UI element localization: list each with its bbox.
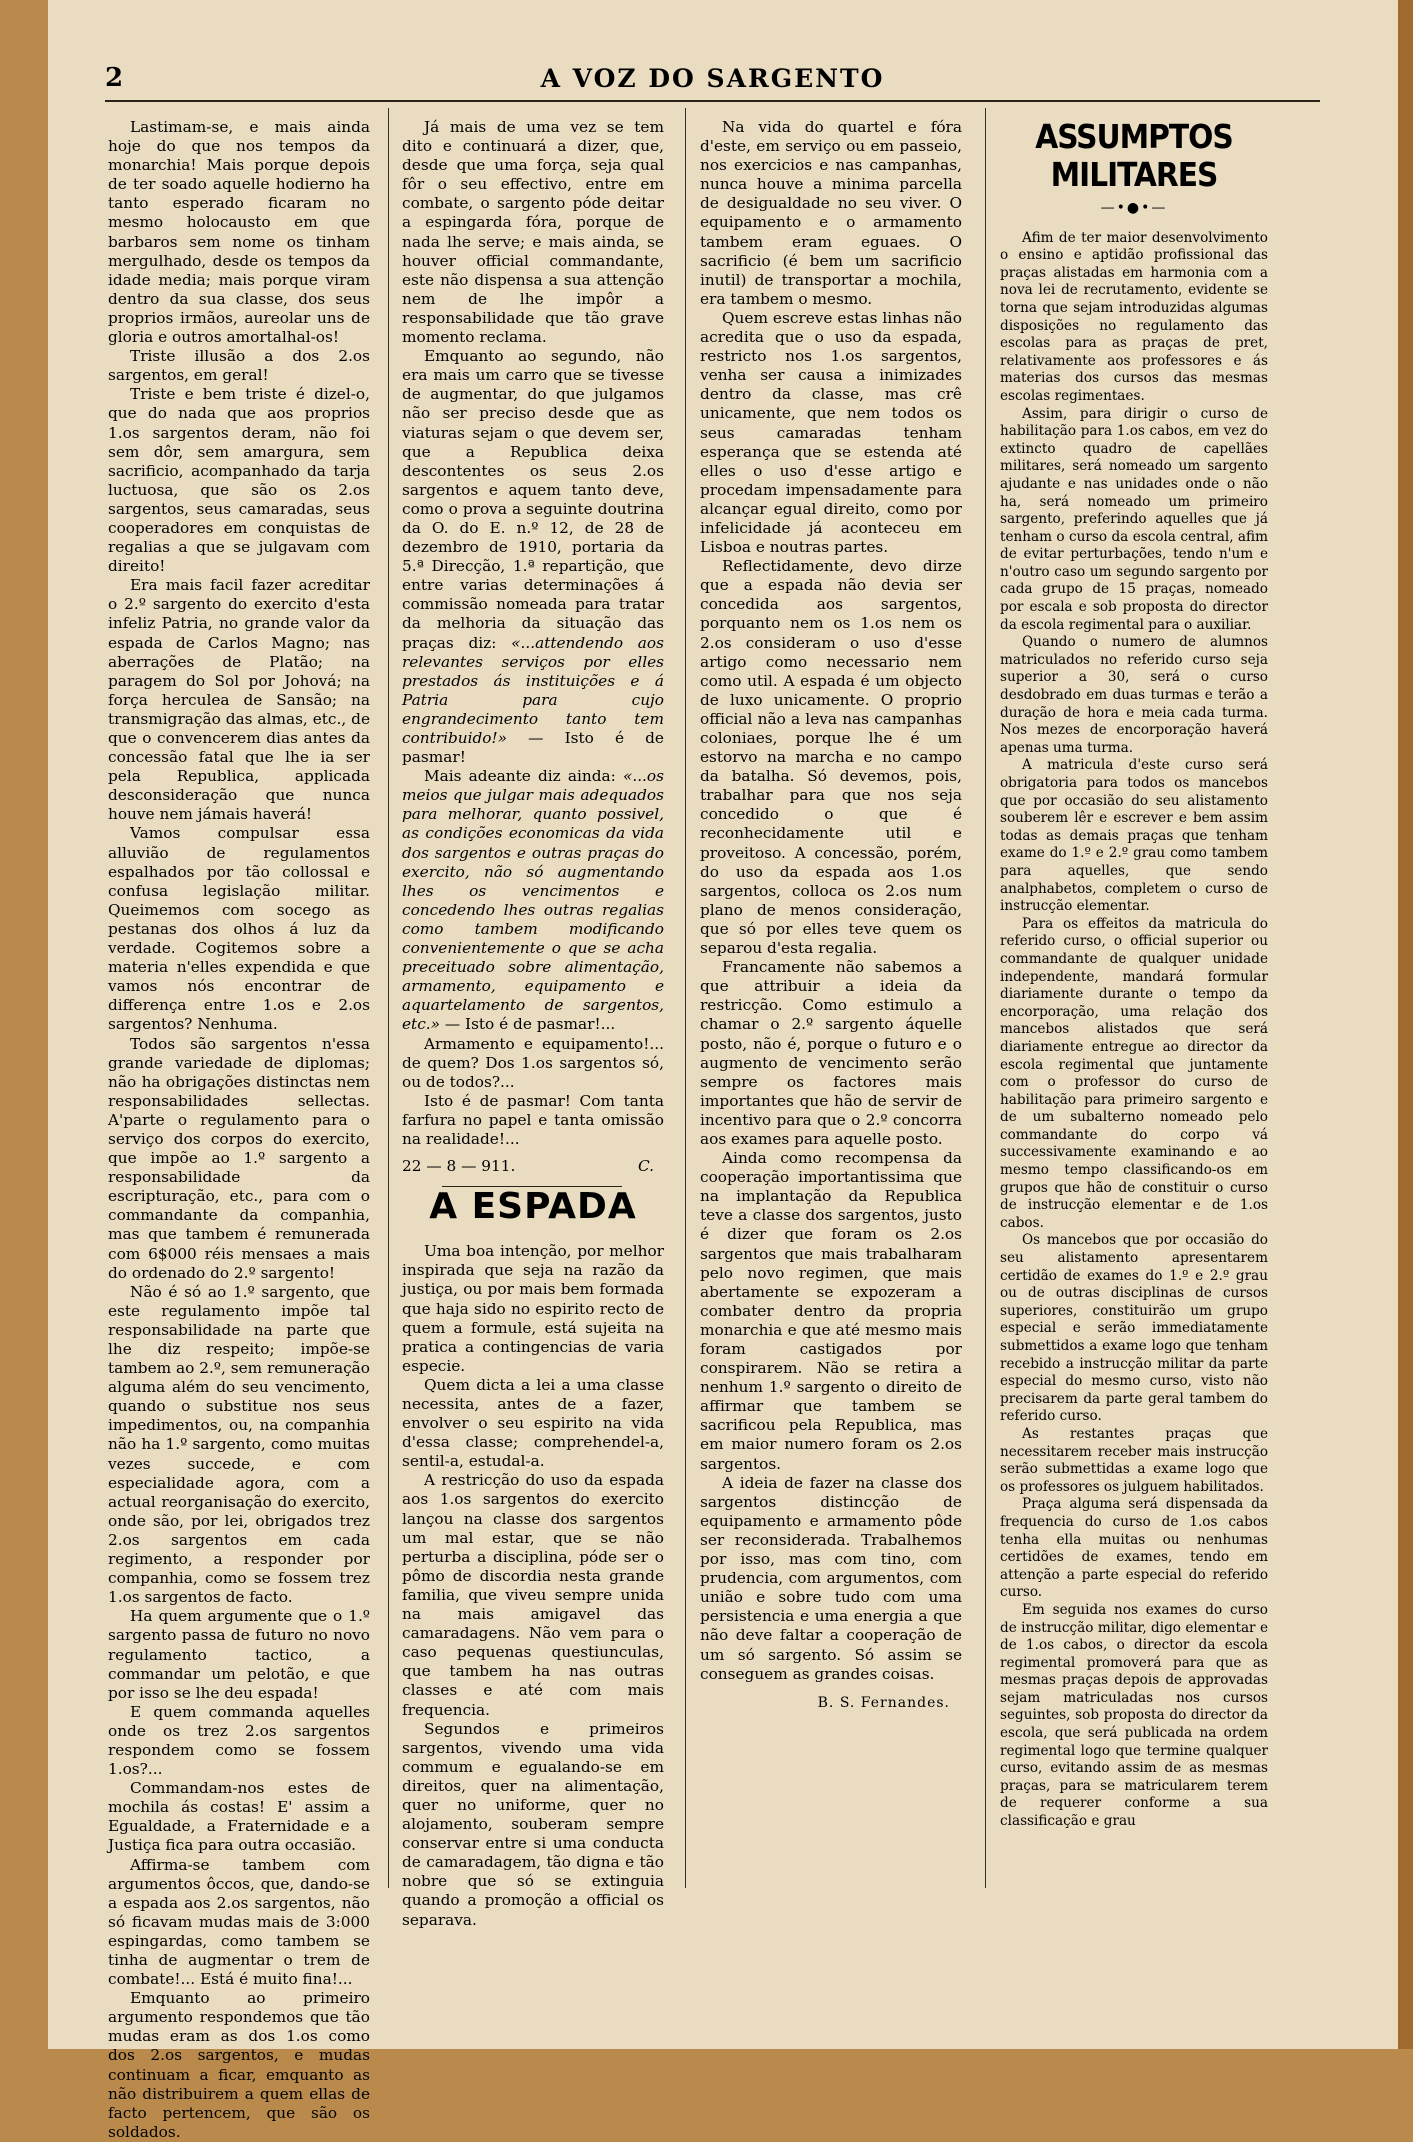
- paragraph: As restantes praças que necessitarem receber mais instrucção serão submettidas a exame logo que os professores os julguem habilitados.: [1000, 1425, 1268, 1495]
- column-separator: [685, 108, 686, 1888]
- page-edge: [1398, 0, 1413, 2049]
- paragraph: [402, 767, 664, 1034]
- paragraph: Os mancebos que por occasião do seu alistamento apresentarem certidão de exames do 1.º e 2.º grau ou de outras disciplinas de cursos superiores, constituirão um grupo especial e serão immediatamente submettidos a exame logo que tenham recebido a instrucção militar da parte especial do mesmo curso, visto não precisarem da parte geral tambem do referido curso.: [1000, 1232, 1268, 1425]
- paragraph: Commandam-nos estes de mochila ás costas! E' assim a Egualdade, a Fraternidade e a Justiça fica para outra occasião.: [108, 1779, 370, 1855]
- quote: «...os meios que julgar mais adequados para melhorar, quanto possivel, as condições economicas da vida dos sargentos e outras praças do exercito, não só augmentando lhes os vencimentos e concedendo lhes outras regalias como tambem modificando convenientemente o que se acha preceituado sobre alimentação, armamento, equipamento e aquartelamento de sargentos, etc.»: [402, 767, 664, 1034]
- paragraph: A restricção do uso da espada aos 1.os sargentos do exercito lançou na classe dos sargentos um mal estar, que se não perturba a disciplina, póde ser o pômo de discordia nesta grande familia, que viveu sempre unida na mais amigavel das camaradagens. Não vem para o caso pequenas questiunculas, que tambem ha nas outras classes e até com mais frequencia.: [402, 1471, 664, 1719]
- quote-tail: — Isto é de pasmar!...: [440, 1015, 616, 1034]
- paragraph: Lastimam-se, e mais ainda hoje do que nos tempos da monarchia! Mais porque depois de ter soado aquelle hodierno ha tanto esperado ficaram no mesmo holocausto em que barbaros sem nome os tinham mergulhado, desde os tempos da idade media; mais porque viram dentro da sua classe, dos seus proprios irmãos, aureolar uns de gloria e outros amortalhal-os!: [108, 118, 370, 347]
- paragraph: Assim, para dirigir o curso de habilitação para 1.os cabos, em vez do extincto quadro de capellães militares, será nomeado um sargento ajudante e nas unidades onde o não ha, será nomeado um primeiro sargento, preferindo aquelles que já tenham o curso da escola central, afim de evitar perturbações, tendo n'um e n'outro caso um segundo sargento por cada grupo de 15 praças, nomeado por escala e sob proposta do director da escola regimental para o auxiliar.: [1000, 405, 1268, 633]
- paragraph: A ideia de fazer na classe dos sargentos distincção de equipamento e armamento pôde ser reconsiderada. Trabalhemos por isso, mas com tino, com prudencia, com argumentos, com união e sobre tudo com uma persistencia e uma energia a que não deve faltar a cooperação de um só sargento. Só assim se conseguem as grandes coisas.: [700, 1473, 962, 1683]
- paragraph-text: Emquanto ao segundo, não era mais um carro que se tivesse de augmentar, do que julgamos não ser preciso desde que as viaturas sejam o que devem ser, que a Republica deixa descontentes os seus 2.os sargentos e aquem tanto deve, como o prova a seguinte doutrina da O. do E. n.º 12, de 28 de dezembro de 1910, portaria da 5.ª Direcção, 1.ª repartição, que entre varias determinações á commissão nomeada para tratar da melhoria da situação das praças diz:: [402, 347, 664, 652]
- paragraph: Emquanto ao primeiro argumento respondemos que tão mudas eram as dos 1.os como dos 2.os sargentos, e mudas continuam a ficar, emquanto as não distribuirem a quem ellas de facto pertencem, que são os soldados.: [108, 1989, 370, 2141]
- paragraph: Ainda como recompensa da cooperação importantissima que na implantação da Republica teve a classe dos sargentos, justo é dizer que foram os 2.os sargentos que mais trabalharam pelo novo regimen, que mais abertamente se expozeram a combater dentro da propria monarchia e que até mesmo mais foram castigados por conspirarem. Não se retira a nenhum 1.º sargento o direito de affirmar que tambem se sacrificou pela Republica, mas em maior numero foram os 2.os sargentos.: [700, 1149, 962, 1473]
- section-title: ASSUMPTOS MILITARES: [1035, 117, 1233, 194]
- paragraph: Todos são sargentos n'essa grande variedade de diplomas; não ha obrigações distinctas nem responsabilidades sellectas. A'parte o regulamento para o serviço dos corpos do exercito, que impõe ao 1.º sargento a responsabilidade da escripturação, etc., para com o commandante da companhia, mas que tambem é remunerada com 6$000 réis mensaes a mais do ordenado do 2.º sargento!: [108, 1034, 370, 1282]
- paragraph: Armamento e equipamento!... de quem? Dos 1.os sargentos só, ou de todos?...: [402, 1034, 664, 1091]
- dateline: [402, 1157, 664, 1176]
- paragraph: Reflectidamente, devo dirze que a espada não devia ser concedida aos sargentos, porquanto nem os 1.os nem os 2.os consideram o uso d'esse artigo como necessario nem como util. A espada é um objecto de luxo unicamente. O proprio official não a leva nas campanhas coloniaes, porque lhe é um estorvo na marcha e no campo da batalha. Só devemos, pois, trabalhar para que nos seja concedido o que é reconhecidamente util e proveitoso. A concessão, porém, do uso da espada aos 1.os sargentos, colloca os 2.os num plano de menos consideração, que só por elles teve quem os separou d'esta regalia.: [700, 557, 962, 958]
- paragraph: Em seguida nos exames do curso de instrucção militar, digo elementar e de 1.os cabos, o director da escola regimental promoverá para que as mesmas praças depois de approvadas sejam matriculadas nos cursos seguintes, sob proposta do director da escola, que será publicada na ordem regimental logo que termine qualquer curso, evitando assim de as mesmas praças, para se matricularem terem de requerer conforme a sua classificação e grau: [1000, 1601, 1268, 1830]
- paragraph: Francamente não sabemos a que attribuir a ideia da restricção. Como estimulo a chamar o 2.º sargento áquelle posto, não é, porque o futuro e o augmento de vencimento serão sempre os factores mais importantes que hão de servir de incentivo para que o 2.º concorra aos exames para aquelle posto.: [700, 958, 962, 1148]
- paragraph: Uma boa intenção, por melhor inspirada que seja na razão da justiça, ou por mais bem formada que haja sido no espirito recto de quem a formule, está sujeita na pratica a contingencias de varia especie.: [402, 1242, 664, 1375]
- paragraph: Quem dicta a lei a uma classe necessita, antes de a fazer, envolver o seu espirito na vida d'essa classe; comprehendel-a, sentil-a, estudal-a.: [402, 1375, 664, 1471]
- paragraph: Na vida do quartel e fóra d'este, em serviço ou em passeio, nos exercicios e nas campanhas, nunca houve a minima parcella de desigualdade no seu viver. O equipamento e o armamento tambem eram eguaes. O sacrificio (é bem um sacrificio inutil) de transportar a mochila, era tambem o mesmo.: [700, 118, 962, 308]
- paragraph: Para os effeitos da matricula do referido curso, o official superior ou commandante de qualquer unidade independente, mandará formular diariamente durante o tempo da encorporação, uma relação dos mancebos alistados que será diariamente entregue ao director da escola regimental que juntamente com o professor do curso de habilitação para primeiro sargento e de um subalterno nomeado pelo commandante do corpo vá successivamente examinando e ao mesmo tempo classificando-os em grupos que hão de constituir o curso de instrucção elementar e de 1.os cabos.: [1000, 915, 1268, 1231]
- paragraph: Segundos e primeiros sargentos, vivendo uma vida commum e egualando-se em direitos, quer na alimentação, quer no uniforme, quer no alojamento, souberam sempre conservar entre si uma conducta de camaradagem, tão digna e tão nobre que só se extinguia quando a promoção a official os separava.: [402, 1719, 664, 1929]
- paragraph: Afim de ter maior desenvolvimento o ensino e aptidão profissional das praças alistadas em harmonia com a nova lei de recrutamento, evidente se torna que sejam introduzidas algumas disposições no regulamento das escolas para as praças de pret, relativamente aos professores e ás materias dos cursos das mesmas escolas regimentaes.: [1000, 229, 1268, 404]
- quote: «...attendendo aos relevantes serviços por elles prestados ás instituições e á Patria para cujo engrandecimento tanto tem contribuido!»: [402, 633, 664, 747]
- paragraph: Affirma-se tambem com argumentos ôccos, que, dando-se a espada aos 2.os sargentos, não só ficavam mudas mais de 3:000 espingardas, como tambem se tinha de augmentar o trem de combate!... Está é muito fina!...: [108, 1855, 370, 1989]
- author-signature: B. S. Fernandes.: [817, 1694, 950, 1711]
- paragraph: Já mais de uma vez se tem dito e continuará a dizer, que, desde que uma força, seja qual fôr o seu effectivo, entre em combate, o sargento póde deitar a espingarda fóra, porque de nada lhe serve; e mais ainda, se houver official commandante, este não dispensa a sua attenção nem de lhe impôr a responsabilidade que tão grave momento reclama.: [402, 118, 664, 347]
- newspaper-title: A VOZ DO SARGENTO: [540, 64, 885, 93]
- paragraph: Isto é de pasmar! Com tanta farfura no papel e tanta omissão na realidade!...: [402, 1091, 664, 1148]
- paragraph-text: Mais adeante diz ainda:: [424, 767, 616, 786]
- page-header: [105, 58, 1320, 98]
- paragraph: A matricula d'este curso será obrigatoria para todos os mancebos que por occasião do seu alistamento souberem lêr e escrever e bem assim todas as demais praças que tenham exame do 1.º e 2.º grau como tambem para aquelles, que sendo analphabetos, completem o curso de instrucção elementar.: [1000, 757, 1268, 915]
- date: 22 — 8 — 911.: [402, 1157, 516, 1176]
- column-4: [1000, 118, 1268, 1831]
- column-2: [402, 118, 664, 1930]
- paragraph: Triste e bem triste é dizel-o, que do nada que aos proprios 1.os sargentos deram, não foi sem dôr, sem amargura, sem sacrificio, acompanhado da tarja luctuosa, que são os 2.os sargentos, seus camaradas, seus cooperadores em conquistas de regalias a que se julgavam com direito!: [108, 385, 370, 576]
- paragraph: E quem commanda aquelles onde os trez 2.os sargentos respondem como se fossem 1.os?...: [108, 1702, 370, 1779]
- paragraph: [402, 347, 664, 767]
- column-separator: [985, 108, 986, 1888]
- paragraph: Ha quem argumente que o 1.º sargento passa de futuro no novo regulamento tactico, a commandar um pelotão, e que por isso se lhe deu espada!: [108, 1607, 370, 1702]
- header-rule: [105, 100, 1320, 102]
- paragraph: Vamos compulsar essa alluvião de regulamentos espalhados por tão collossal e confusa legislação militar. Queimemos com socego as pestanas dos olhos á luz da verdade. Cogitemos sobre a materia n'elles expendida e que vamos nós encontrar de differença entre 1.os e 2.os sargentos? Nenhuma.: [108, 824, 370, 1034]
- column-3: [700, 118, 962, 1713]
- paragraph: Não é só ao 1.º sargento, que este regulamento impõe tal responsabilidade na parte que lhe diz respeito; impõe-se tambem ao 2.º, sem remuneração alguma além do seu vencimento, quando o substitue nos seus impedimentos, ou, na companhia não ha 1.º sargento, como muitas vezes succede, e com especialidade agora, com a actual reorganisação do exercito, onde são, por lei, obrigados trez 2.os sargentos em cada regimento, a responder por companhia, como se fossem trez 1.os sargentos de facto.: [108, 1282, 370, 1607]
- ornament-divider: —•●•—: [1100, 200, 1168, 216]
- paragraph: Quem escreve estas linhas não acredita que o uso da espada, restricto nos 1.os sargentos, venha ser causa a inimizades dentro da classe, mas crê unicamente, que nem todos os seus camaradas tenham esperança que se estenda até elles o uso d'esse artigo e procedam impensadamente para alcançar egual direito, como por infelicidade já aconteceu em Lisboa e noutras partes.: [700, 308, 962, 557]
- column-1: [108, 118, 370, 2142]
- paragraph: Era mais facil fazer acreditar o 2.º sargento do exercito d'esta infeliz Patria, no grande valor da espada de Carlos Magno; nas aberrações de Platão; na paragem do Sol por Johová; na força herculea de Sansão; na transmigração das almas, etc., de que o convencerem dias antes da concessão fatal que lhe ia ser pela Republica, applicada desconsideração que nunca houve nem jámais haverá!: [108, 576, 370, 824]
- column-separator: [388, 108, 389, 1888]
- article-title: A ESPADA: [429, 1186, 637, 1228]
- signature: C.: [637, 1157, 654, 1176]
- paragraph: Praça alguma será dispensada da frequencia do curso de 1.os cabos tenha ella muitas ou nenhumas certidões de exames, tendo em attenção a parte especial do referido curso.: [1000, 1496, 1268, 1601]
- page-number: 2: [105, 63, 124, 93]
- quote-tail: — Isto é de pasmar!: [402, 729, 664, 767]
- paragraph: Quando o numero de alumnos matriculados no referido curso seja superior a 30, será o curso desdobrado em duas turmas e terão a duração de hora e meia cada turma. Nos mezes de encorporação haverá apenas uma turma.: [1000, 634, 1268, 756]
- paragraph: Triste illusão a dos 2.os sargentos, em geral!: [108, 347, 370, 385]
